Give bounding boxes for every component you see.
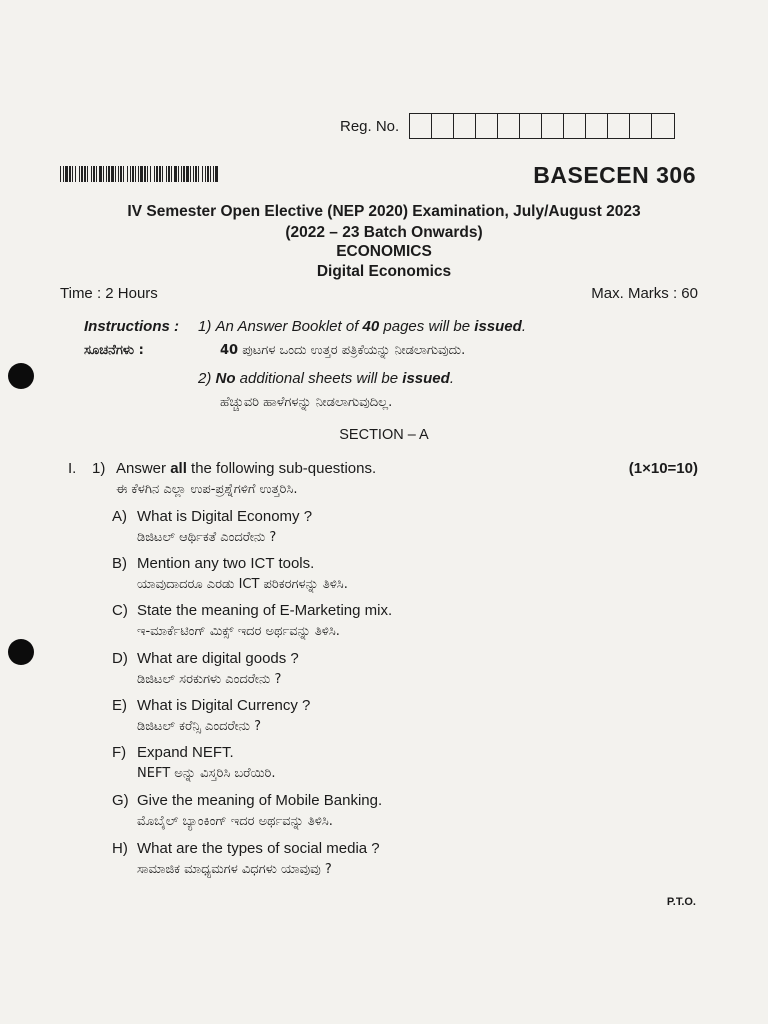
instructions-label-kn: ಸೂಚನೆಗಳು : [84,343,144,358]
subquestion-f-kn: NEFT ಅನ್ನು ವಿಸ್ತರಿಸಿ ಬರೆಯಿರಿ. [137,766,276,781]
instruction-1: 1) An Answer Booklet of 40 pages will be issued. [198,318,526,335]
subject: ECONOMICS [336,243,432,260]
reg-box[interactable] [608,114,630,138]
subquestion-e-kn: ಡಿಜಿಟಲ್ ಕರೆನ್ಸಿ ಎಂದರೇನು ? [137,719,262,734]
reg-box[interactable] [410,114,432,138]
reg-box[interactable] [630,114,652,138]
punch-hole [8,363,34,389]
instruction-2-kn: ಹೆಚ್ಚುವರಿ ಹಾಳೆಗಳನ್ನು ನೀಡಲಾಗುವುದಿಲ್ಲ. [220,395,393,410]
reg-box[interactable] [564,114,586,138]
reg-box[interactable] [652,114,674,138]
question-text: Answer all the following sub-questions. [116,460,377,477]
subquestion-f: F) Expand NEFT. [112,744,234,761]
batch-line: (2022 – 23 Batch Onwards) [285,224,483,241]
reg-box[interactable] [542,114,564,138]
question-number: 1) [92,460,106,477]
instruction-1-kn: 40 ಪುಟಗಳ ಒಂದು ಉತ್ತರ ಪತ್ರಿಕೆಯನ್ನು ನೀಡಲಾಗುವುದು. [220,343,466,358]
max-marks: Max. Marks : 60 [591,285,698,302]
time-label: Time : 2 Hours [60,285,158,302]
reg-boxes [409,113,675,139]
subquestion-b: B) Mention any two ICT tools. [112,555,315,572]
subquestion-b-kn: ಯಾವುದಾದರೂ ಎರಡು ICT ಪರಿಕರಗಳನ್ನು ತಿಳಿಸಿ. [137,577,348,592]
subquestion-a: A) What is Digital Economy ? [112,508,313,525]
question-text-kn: ಈ ಕೆಳಗಿನ ಎಲ್ಲಾ ಉಪ-ಪ್ರಶ್ನೆಗಳಿಗೆ ಉತ್ತರಿಸಿ. [116,482,298,497]
reg-label: Reg. No. [340,117,400,135]
reg-box[interactable] [454,114,476,138]
subquestion-c-kn: ಇ-ಮಾರ್ಕೆಟಿಂಗ್ ಮಿಕ್ಸ್ ಇದರ ಅರ್ಥವನ್ನು ತಿಳಿಸಿ. [137,624,340,639]
punch-hole [8,639,34,665]
instruction-2: 2) No additional sheets will be issued. [198,370,454,387]
subquestion-d-kn: ಡಿಜಿಟಲ್ ಸರಕುಗಳು ಎಂದರೇನು ? [137,672,282,687]
reg-box[interactable] [520,114,542,138]
barcode [60,166,220,182]
exam-title: IV Semester Open Elective (NEP 2020) Examination, July/August 2023 [127,203,641,220]
pto-note: P.T.O. [666,896,696,908]
reg-number-field [340,113,675,139]
reg-box[interactable] [476,114,498,138]
paper-title: Digital Economics [316,263,452,280]
reg-box[interactable] [498,114,520,138]
subquestion-e: E) What is Digital Currency ? [112,697,311,714]
reg-box[interactable] [586,114,608,138]
subquestion-h: H) What are the types of social media ? [112,840,380,857]
section-heading: SECTION – A [339,427,429,443]
subquestion-a-kn: ಡಿಜಿಟಲ್ ಆರ್ಥಿಕತೆ ಎಂದರೇನು ? [137,530,277,545]
question-roman: I. [68,460,77,477]
reg-box[interactable] [432,114,454,138]
subquestion-g-kn: ಮೊಬೈಲ್ ಬ್ಯಾಂಕಿಂಗ್ ಇದರ ಅರ್ಥವನ್ನು ತಿಳಿಸಿ. [137,814,333,829]
subquestion-c: C) State the meaning of E-Marketing mix. [112,602,393,619]
subquestion-h-kn: ಸಾಮಾಜಿಕ ಮಾಧ್ಯಮಗಳ ವಿಧಗಳು ಯಾವುವು ? [137,862,332,877]
paper-code: BASECEN 306 [533,162,696,188]
instructions-label: Instructions : [84,318,180,335]
subquestion-g: G) Give the meaning of Mobile Banking. [112,792,383,809]
question-marks: (1×10=10) [628,460,698,477]
subquestion-d: D) What are digital goods ? [112,650,299,667]
